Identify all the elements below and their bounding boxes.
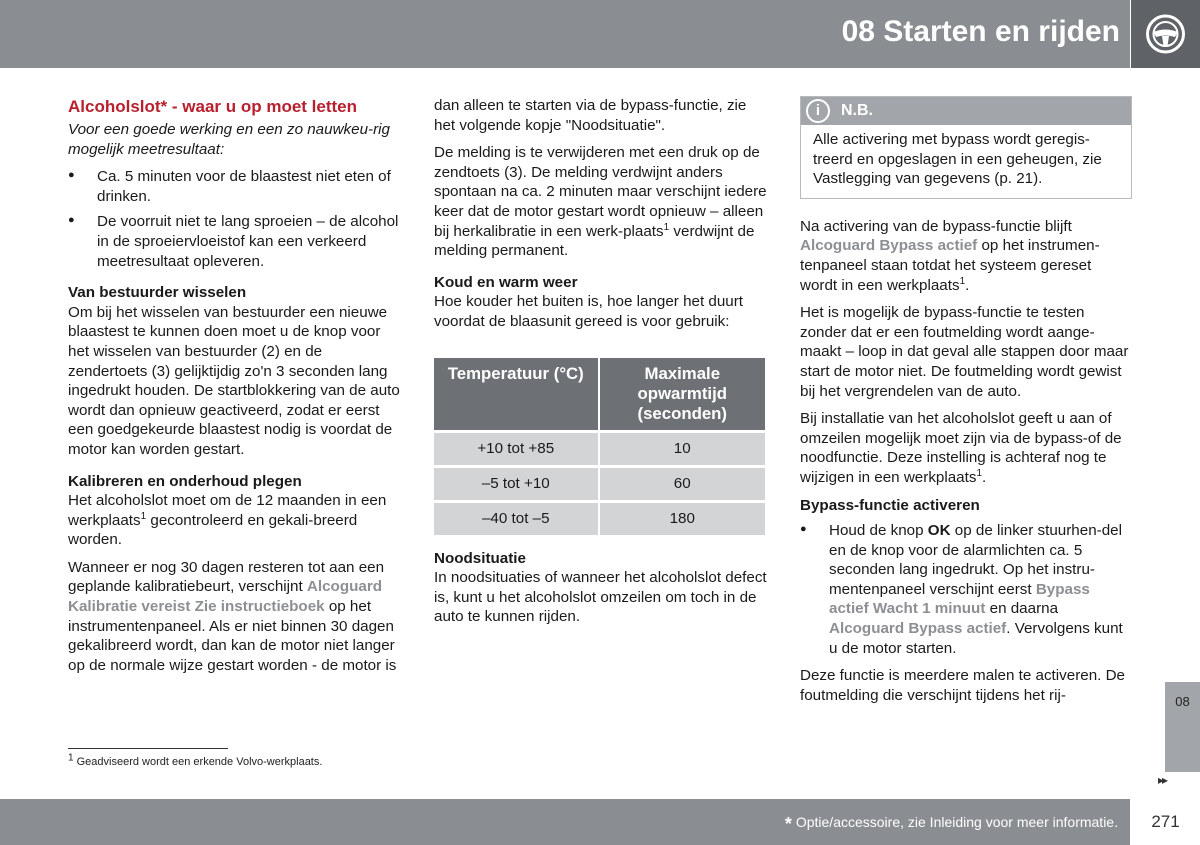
footnote-divider (68, 748, 228, 749)
heading-bypass-activate: Bypass-functie activeren (800, 496, 980, 514)
heading-calibration: Kalibreren en onderhoud plegen (68, 472, 302, 490)
heading-weather: Koud en warm weer (434, 273, 578, 291)
display-message: Bypass actief Wacht 1 minuut (829, 580, 1090, 618)
column-3 (800, 96, 1132, 713)
footnote-ref: 1 (976, 467, 982, 479)
page-number: 271 (1131, 799, 1200, 845)
note-text: Alle activering met bypass wordt geregis-treerd en opgeslagen in een geheugen, zie Vastlegging van gegevens (p. 21). (813, 131, 1102, 188)
table-row (434, 430, 765, 465)
footnote-ref: 1 (663, 221, 670, 233)
paragraph-emergency: In noodsituaties of wanneer het alcoholslot defect is, kunt u het alcoholslot omzeilen om toch in de auto te kunnen rijden. (434, 569, 767, 626)
list-item: ● Houd de knop OK op de linker stuurhen-del en de knop voor de alarmlichten ca. 5 seconden lang ingedrukt. Op het instru-mentenpaneel verschijnt eerst Bypass actief Wacht 1 minuut en daarna Alcoguard Bypass actief. Vervolgens kunt u de motor starten. (800, 521, 1132, 658)
note-label: N.B. (841, 102, 873, 119)
paragraph-weather: Hoe kouder het buiten is, hoe langer het duurt voordat de blaasunit gereed is voor gebruik: (434, 293, 744, 330)
display-message: Alcoguard Kalibratie vereist Zie instructieboek (68, 578, 383, 616)
heading-driver-change: Van bestuurder wisselen (68, 284, 247, 302)
column-1 (68, 96, 402, 683)
bullet-list (800, 521, 1132, 658)
table-cell: 60 (600, 465, 766, 500)
paragraph-continued: dan alleen te starten via de bypass-functie, zie het volgende kopje "Noodsituatie". (434, 97, 747, 134)
table-cell: 10 (600, 430, 766, 465)
intro-text: Voor een goede werking en een zo nauwkeu-rig mogelijk meetresultaat: (68, 121, 390, 158)
column-2 (434, 96, 769, 635)
table-header-cell: Temperatuur (°C) (434, 358, 600, 430)
paragraph-bypass-active: Na activering van de bypass-functie blijft Alcoguard Bypass actief op het instrumen-tenpaneel staan totdat het systeem gereset wordt in een werkplaats$^1$. (800, 217, 1100, 294)
table-header-cell: Maximale opwarmtijd (seconden) (600, 358, 766, 430)
table-cell: –5 tot +10 (434, 465, 600, 500)
paragraph-bypass-test: Het is mogelijk de bypass-functie te testen zonder dat er een foutmelding wordt aange-maakt – loop in dat geval alle stappen door maar start de motor niet. De foutmelding wordt gewist bij het vergrendelen van de auto. (800, 304, 1129, 400)
table-row (434, 465, 765, 500)
info-icon: i (806, 99, 830, 123)
table-cell: 180 (600, 500, 766, 535)
footnote-ref: 1 (140, 510, 147, 522)
paragraph-driver-change: Om bij het wisselen van bestuurder een nieuwe blaastest te kunnen doen moet u de knop voor het wisselen van bestuurder (2) en de zendertoets (3) gelijktijdig zo'n 3 seconden lang ingedrukt houden. De startblokkering van de auto wordt dan opnieuw geactiveerd, zodat er eerst een goedgekeurde blaastest nodig is voordat de motor kan worden gestart. (68, 303, 400, 458)
list-item: ● Ca. 5 minuten voor de blaastest niet eten of drinken. (68, 167, 402, 206)
warmup-table (434, 358, 765, 535)
section-title: Alcoholslot* - waar u op moet letten (68, 97, 358, 116)
paragraph-repeat: Deze functie is meerdere malen te activeren. De foutmelding die verschijnt tijdens het rij- (800, 667, 1125, 704)
table-header-row (434, 358, 765, 430)
next-page-arrow-icon: ▸▸ (1158, 773, 1167, 787)
chapter-icon-box (1131, 0, 1200, 68)
display-message: Alcoguard Bypass actief (829, 620, 1007, 638)
paragraph-message: De melding is te verwijderen met een druk op de zendtoets (3). De melding verdwijnt anders spontaan na ca. 2 minuten maar verschijnt iedere keer dat de motor gestart wordt opnieuw – alleen bij herkalibratie in een werk-plaats$^1$ verdwijnt de melding permanent. (434, 144, 767, 260)
heading-emergency: Noodsituatie (434, 549, 526, 567)
paragraph-remaining-days: Wanneer er nog 30 dagen resteren tot aan een geplande kalibratiebeurt, verschijnt Alcoguard Kalibratie vereist Zie instructieboek op het instrumentenpaneel. Als er niet binnen 30 dagen gekalibreerd wordt, dan kan de motor niet langer op de normale wijze gestart worden - de motor is (68, 558, 397, 674)
note-header (801, 97, 1131, 125)
footer-note: * Optie/accessoire, zie Inleiding voor meer informatie. (784, 814, 1118, 834)
chapter-tab: 08 (1165, 682, 1200, 772)
table-row (434, 500, 765, 535)
paragraph-installation: Bij installatie van het alcoholslot geeft u aan of omzeilen mogelijk moet zijn via de bypass-of de noodfunctie. Deze instelling is achteraf nog te wijzigen in een werkplaats$^1$. (800, 410, 1122, 486)
footnote: $^1$ Geadviseerd wordt een erkende Volvo-werkplaats. (68, 752, 323, 768)
bullet-list (68, 167, 402, 271)
table-cell: –40 tot –5 (434, 500, 600, 535)
display-message: Alcoguard Bypass actief (800, 237, 978, 255)
list-item: ● De voorruit niet te lang sproeien – de alcohol in de sproeiervloeistof kan een verkeerd meetresultaat opleveren. (68, 212, 402, 271)
chapter-title: 08 Starten en rijden (841, 15, 1120, 48)
footnote-ref: 1 (959, 275, 966, 287)
table-cell: +10 tot +85 (434, 430, 600, 465)
steering-wheel-icon (1131, 0, 1200, 68)
paragraph-calibration: Het alcoholslot moet om de 12 maanden in een werkplaats$^1$ gecontroleerd en gekali-breerd worden. (68, 492, 387, 549)
note-box (800, 96, 1132, 199)
